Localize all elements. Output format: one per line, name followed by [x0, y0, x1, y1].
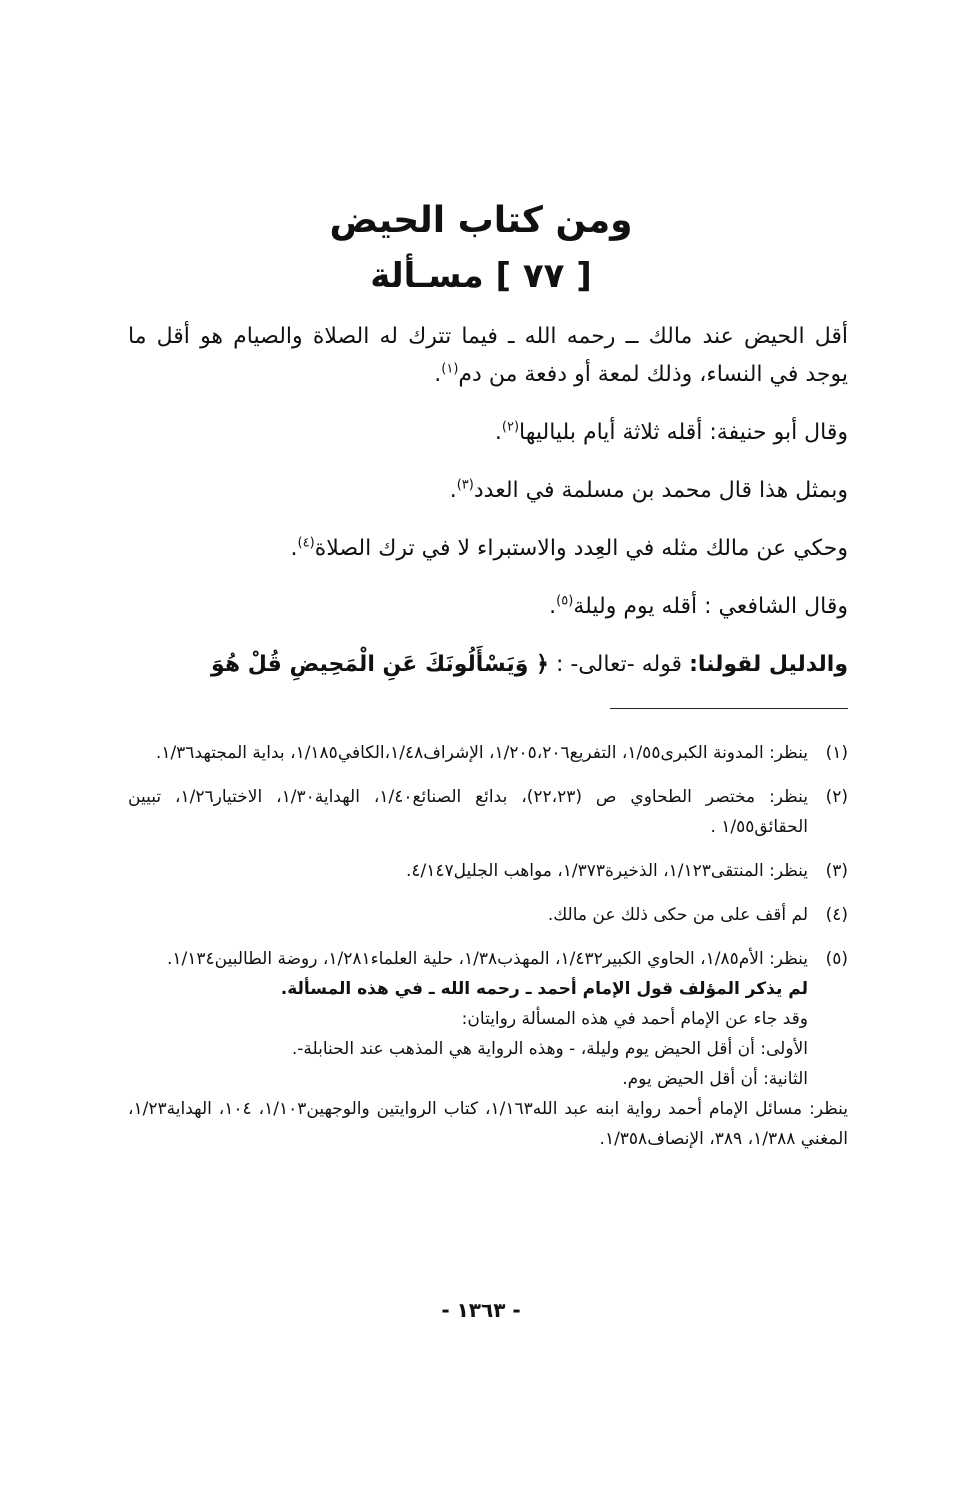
issue-number: [ ٧٧ ] — [495, 256, 592, 296]
issue-label: مسـألة — [370, 256, 484, 296]
footnote-number: (٥) — [825, 949, 848, 969]
footnote-text: ينظر: مختصر الطحاوي ص (٢٢،٢٣)، بدائع الصنائع١/٤٠، الهداية١/٣٠، الاختيار١/٢٦، تبيين الحقائق١/٥٥ . — [128, 787, 808, 837]
footnote-5-line: وقد جاء عن الإمام أحمد في هذه المسألة روايتان: — [461, 1009, 808, 1029]
footnote-5-refs: ينظر: الأم١/٨٥، الحاوي الكبير١/٤٣٢، المهذب١/٣٨، حلية العلماء١/٢٨١، روضة الطالبين١/١٣٤. — [167, 949, 808, 969]
footnote-ref-4[interactable]: (٤) — [297, 535, 315, 551]
footnote-number: (٢) — [825, 787, 848, 807]
main-text — [128, 318, 848, 684]
chapter-title: ومن كتاب الحيض — [329, 200, 633, 241]
paragraph-hanafi-view: وقال أبو حنيفة: أقله ثلاثة أيام بلياليها$^{(٢)}$. — [494, 419, 848, 445]
footnote-ref-3[interactable]: (٣) — [456, 477, 474, 493]
footnote-1 — [128, 738, 848, 768]
paragraph-shafii-view: وقال الشافعي : أقله يوم وليلة$^{(٥)}$. — [549, 593, 848, 619]
paragraph-ibn-maslama-view: وبمثل هذا قال محمد بن مسلمة في العدد$^{(٣)}$. — [449, 477, 848, 503]
footnote-5-note: لم يذكر المؤلف قول الإمام أحمد ـ رحمه الله ـ في هذه المسألة. — [280, 979, 808, 999]
footnote-number: (٣) — [825, 861, 848, 881]
footnote-4 — [128, 900, 848, 930]
paragraph-evidence: والدليل لقولنا: قوله -تعالى- : ﴿ وَيَسْأَلُونَكَ عَنِ الْمَحِيضِ قُلْ هُوَ — [211, 652, 848, 677]
paragraph-malik-report: وحكي عن مالك مثله في العِدد والاستبراء لا في ترك الصلاة$^{(٤)}$. — [290, 535, 848, 561]
footnote-number: (١) — [825, 743, 848, 763]
footnote-ref-5[interactable]: (٥) — [556, 593, 574, 609]
issue-heading — [0, 252, 962, 300]
footnote-3 — [128, 856, 848, 886]
footnote-5-line: الثانية: أن أقل الحيض يوم. — [622, 1069, 808, 1089]
page-number: - ١٣٦٣ - — [441, 1298, 521, 1322]
footnote-number: (٤) — [825, 905, 848, 925]
evidence-lead: والدليل لقولنا: — [689, 652, 848, 677]
footnote-separator — [610, 708, 848, 709]
footnote-text: ينظر: المدونة الكبرى١/٥٥، التفريع١/٢٠٥،٢٠٦، الإشراف١/٤٨،الكافي١/١٨٥، بداية المجتهد١/٣٦. — [155, 743, 808, 763]
footnote-text — [128, 944, 849, 1154]
footnote-5-line: الأولى: أن أقل الحيض يوم وليلة، - وهذه الرواية هي المذهب عند الحنابلة-. — [291, 1039, 808, 1059]
quran-verse: ﴿ وَيَسْأَلُونَكَ عَنِ الْمَحِيضِ قُلْ هُوَ — [211, 652, 549, 677]
footnote-text: ينظر: المنتقى١/١٢٣، الذخيرة١/٣٧٣، مواهب الجليل٤/١٤٧. — [405, 861, 808, 881]
footnote-text: لم أقف على من حكى ذلك عن مالك. — [547, 905, 808, 925]
footnote-2 — [128, 782, 848, 842]
footnote-ref-2[interactable]: (٢) — [501, 419, 520, 435]
footnote-5-hanbali-refs: ينظر: مسائل الإمام أحمد رواية ابنه عبد الله١/١٦٣، كتاب الروايتين والوجهين١/١٠٣، ١٠٤، الهداية١/٢٣، المغني ١/٣٨٨، ٣٨٩، الإنصاف١/٣٥٨. — [128, 1099, 849, 1149]
paragraph-maliki-view: أقل الحيض عند مالك ــ رحمه الله ـ فيما تترك له الصلاة والصيام هو أقل ما يوجد في النساء، وذلك لمعة أو دفعة من دم$^{(١)}$. — [128, 324, 848, 387]
footnote-ref-1[interactable]: (١) — [441, 361, 459, 377]
footnotes — [128, 738, 848, 1168]
footnote-5 — [128, 944, 848, 1154]
